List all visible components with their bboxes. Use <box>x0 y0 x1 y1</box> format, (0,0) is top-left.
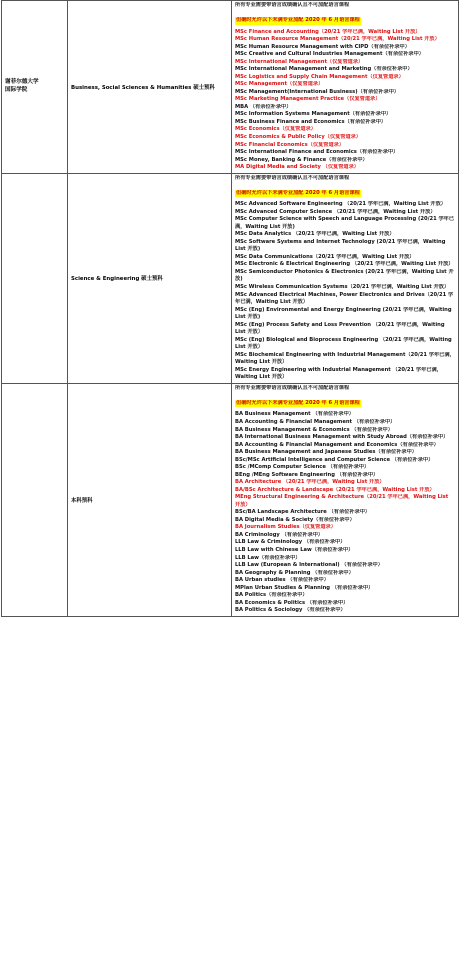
university-cell <box>2 1 68 174</box>
programme-item: LLB Law with Chinese Law（有余位补录中） <box>235 547 354 553</box>
programme-item: BA International Business Management with Study Abroad（有余位补录中） <box>235 434 449 441</box>
category-cell: 本科预科 <box>68 383 232 616</box>
highlighted-notice: 但确时允许以下未满专业加配 2020 年 6 月语言课程 <box>236 17 360 23</box>
programme-item: BEng /MEng Software Engineering （有余位补录中） <box>235 471 379 478</box>
programme-item: BA Economics & Politics （有余位补录中） <box>235 599 349 606</box>
programme-item: BA Accounting & Financial Management （有余位补录中） <box>235 418 396 425</box>
programme-item: MSc Advanced Software Engineering （20/21 学年已满，Waiting List 开放） <box>235 201 446 208</box>
highlighted-notice: 但确时允许以下未满专业加配 2020 年 6 月语言课程 <box>236 399 360 406</box>
programme-item: MSc Energy Engineering with Industrial Management （20/21 学年已满，Waiting List 开放） <box>235 366 442 381</box>
programme-item: MSc Advanced Computer Science （20/21 学年已满，Waiting List 开放） <box>235 208 436 215</box>
programme-item: 所有专业需要带语言成绩确认且不可加配语言课程 <box>235 2 350 8</box>
programme-item: BA Accounting & Financial Management and Economics（有余位补录中） <box>235 441 439 448</box>
programme-table <box>1 0 459 617</box>
programme-item: MSc Economics & Public Policy（仅复管道录） <box>235 133 362 140</box>
programme-item: 所有专业需要带语言成绩确认且不可加配语言课程 <box>235 384 350 391</box>
programme-item: MSc (Eng) Process Safety and Loss Prevention （20/21 学年已满，Waiting List 开放） <box>235 321 445 336</box>
programme-item: MSc Management(International Business)（有余位补录中） <box>235 88 400 95</box>
section-row <box>2 383 459 616</box>
highlighted-notice: 但确时允许以下未满专业加配 2020 年 6 月语言课程 <box>236 189 360 196</box>
programme-item: MA Digital Media and Society （仅复管道录） <box>235 164 359 171</box>
programme-item: MSc Biochemical Engineering with Industrial Management（20/21 学年已满，Waiting List 开放） <box>235 351 455 366</box>
programme-item: MSc Business Finance and Economics（有余位补录中） <box>235 118 387 125</box>
programme-item: BSc/BA Landscape Architecture （有余位补录中） <box>235 509 371 516</box>
section-row <box>2 173 459 383</box>
programme-item: BA Journalism Studies（仅复管道录） <box>235 524 336 531</box>
programme-item: MPlan Urban Studies & Planning （有余位补录中） <box>235 584 374 591</box>
programme-item: MBA （有余位补录中） <box>235 103 292 110</box>
programme-item: MSc Computer Science with Speech and Language Processing (20/21 学年已满，Waiting List 开放) <box>235 216 455 230</box>
category-cell: Business, Social Sciences & Humanities 硕士预科 <box>68 1 232 174</box>
programme-item: MSc Logistics and Supply Chain Management（仅复管道录） <box>235 73 404 80</box>
programme-item: MSc International Management（仅复管道录） <box>235 58 364 65</box>
programme-item: BA Criminology （有余位补录中） <box>235 531 324 538</box>
university-cell <box>2 173 68 383</box>
programme-item: MSc (Eng) Biological and Bioprocess Engineering （20/21 学年已满，Waiting List 开放） <box>235 336 452 351</box>
programme-item: MSc Semiconductor Photonics & Electronics (20/21 学年已满，Waiting List 开放) <box>235 268 454 283</box>
programme-item: BA Digital Media & Society（有余位补录中） <box>235 516 355 523</box>
programme-item: BA Geography & Planning （有余位补录中） <box>235 569 354 576</box>
programme-item: MSc International Management and Marketing（有余位补录中） <box>235 66 413 73</box>
programme-list-cell <box>232 173 459 383</box>
programme-item: MSc (Eng) Environmental and Energy Engineering (20/21 学年已满，Waiting List 开放) <box>235 306 452 321</box>
programme-item: LLB Law (European & International) （有余位补录中） <box>235 562 383 569</box>
programme-item: BA Business Management & Economics （有余位补录中） <box>235 426 393 433</box>
programme-list-cell <box>232 383 459 616</box>
programme-item: MSc Marketing Management Practice（仅复管道录） <box>235 96 381 103</box>
programme-item: MSc Management（仅复管道录） <box>235 81 324 88</box>
programme-item: BSc /MComp Computer Science （有余位补录中） <box>235 464 370 471</box>
programme-item: BA Politics（有余位补录中） <box>235 592 308 599</box>
programme-item: MEng Structural Engineering & Architecture（20/21 学年已满，Waiting List 开放） <box>235 494 449 508</box>
programme-item: LLB Law（有余位补录中） <box>235 554 301 561</box>
programme-item: BA Business Management （有余位补录中） <box>235 411 354 418</box>
programme-item: MSc Finance and Accounting（20/21 学年已满，Waiting List 开放） <box>235 28 421 35</box>
programme-item: MSc Data Analytics （20/21 学年已满，Waiting List 开放） <box>235 231 395 238</box>
university-cell <box>2 383 68 616</box>
programme-item: BA Business Management and Japanese Studies（有余位补录中） <box>235 449 417 456</box>
programme-item: MSc Information Systems Management（有余位补录中） <box>235 111 392 118</box>
programme-item: LLB Law & Criminology （有余位补录中） <box>235 539 346 546</box>
programme-item: MSc Data Communications（20/21 学年已满，Waiting List 开放） <box>235 253 415 260</box>
section-row <box>2 1 459 174</box>
programme-item: MSc Advanced Electrical Machines, Power Electronics and Drives（20/21 学年已满，Waiting List 开放） <box>235 291 454 306</box>
programme-item: MSc Wireless Communication Systems（20/21 学年已满，Waiting List 开放） <box>235 284 450 290</box>
programme-item: BA Politics & Sociology （有余位补录中） <box>235 607 346 614</box>
programme-item: MSc Human Resource Management with CIPD（有余位补录中） <box>235 43 410 50</box>
programme-item: BA Urban studies （有余位补录中） <box>235 577 329 584</box>
programme-item: MSc Money, Banking & Finance（有余位补录中） <box>235 156 368 163</box>
programme-item: MSc Human Resource Management（20/21 学年已满，Waiting List 开放） <box>235 36 440 43</box>
programme-item: MSc Economics（仅复管道录） <box>235 126 316 133</box>
category-cell: Science & Engineering 硕士预科 <box>68 173 232 383</box>
programme-item: BA/BSc Architecture & Landscape（20/21 学年已满，Waiting List 开放） <box>235 486 435 493</box>
university-name: 国际学院 <box>5 86 28 93</box>
programme-item: MSc Electronic & Electrical Engineering （20/21 学年已满，Waiting List 开放） <box>235 261 454 268</box>
programme-item: MSc Creative and Cultural Industries Management（有余位补录中） <box>235 51 424 58</box>
programme-item: MSc International Finance and Economics（有余位补录中） <box>235 149 399 156</box>
programme-item: BSc/MSc Artificial Intelligence and Computer Science （有余位补录中） <box>235 456 434 463</box>
programme-item: MSc Financial Economics（仅复管道录） <box>235 141 345 148</box>
programme-list-cell <box>232 1 459 174</box>
programme-item: 所有专业需要带语言成绩确认且不可加配语言课程 <box>235 174 350 181</box>
programme-item: MSc Software Systems and Internet Technology (20/21 学年已满，Waiting List 开放) <box>235 238 446 253</box>
university-name: 谢菲尔德大学 <box>5 78 39 85</box>
programme-item: BA Architecture （20/21 学年已满，Waiting List 开放） <box>235 479 385 486</box>
